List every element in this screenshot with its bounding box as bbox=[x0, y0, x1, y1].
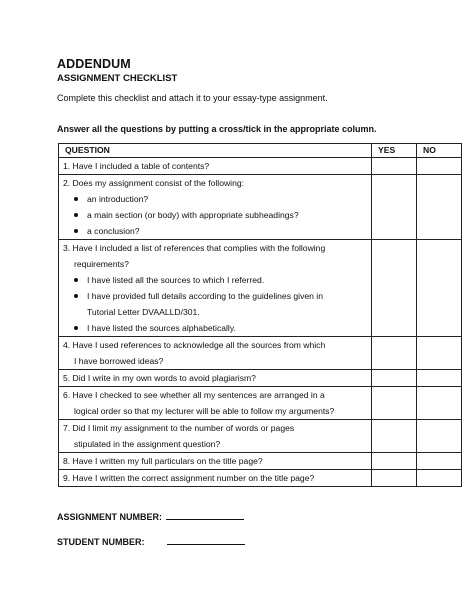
yes-column-header: YES bbox=[372, 144, 417, 158]
no-cell[interactable] bbox=[417, 158, 462, 175]
bullet-item: a main section (or body) with appropriate subheadings? bbox=[59, 207, 371, 223]
question-text: 5. Did I write in my own words to avoid plagiarism? bbox=[63, 373, 256, 383]
question-text: 3. Have I included a list of references that complies with the following bbox=[63, 243, 326, 253]
bullet-icon bbox=[74, 197, 78, 201]
instruction-text: Answer all the questions by putting a cross/tick in the appropriate column. bbox=[57, 124, 377, 134]
table-row bbox=[59, 240, 462, 337]
no-cell[interactable] bbox=[417, 240, 462, 337]
no-column-header: NO bbox=[417, 144, 462, 158]
table-header-row bbox=[59, 144, 462, 158]
student-number-blank[interactable] bbox=[167, 535, 245, 545]
yes-cell[interactable] bbox=[372, 158, 417, 175]
yes-cell[interactable] bbox=[372, 370, 417, 387]
yes-cell[interactable] bbox=[372, 175, 417, 240]
yes-cell[interactable] bbox=[372, 470, 417, 487]
yes-cell[interactable] bbox=[372, 240, 417, 337]
bullet-icon bbox=[74, 213, 78, 217]
table-row bbox=[59, 158, 462, 175]
yes-cell[interactable] bbox=[372, 453, 417, 470]
bullet-item: I have listed all the sources to which I referred. bbox=[59, 272, 371, 288]
table-row bbox=[59, 370, 462, 387]
table-row bbox=[59, 453, 462, 470]
table-row bbox=[59, 420, 462, 453]
no-cell[interactable] bbox=[417, 387, 462, 420]
question-cell bbox=[59, 453, 372, 470]
question-text: 8. Have I written my full particulars on the title page? bbox=[63, 456, 263, 466]
no-cell[interactable] bbox=[417, 337, 462, 370]
no-cell[interactable] bbox=[417, 470, 462, 487]
no-cell[interactable] bbox=[417, 453, 462, 470]
yes-cell[interactable] bbox=[372, 387, 417, 420]
bullet-item-continued: Tutorial Letter DVAALLD/301. bbox=[87, 307, 200, 317]
question-text: 2. Does my assignment consist of the following: bbox=[63, 178, 245, 188]
question-cell bbox=[59, 175, 372, 240]
question-cell bbox=[59, 370, 372, 387]
question-text: 7. Did I limit my assignment to the number of words or pages bbox=[63, 423, 295, 433]
question-text: 1. Have I included a table of contents? bbox=[63, 161, 210, 171]
question-text: 6. Have I checked to see whether all my sentences are arranged in a bbox=[63, 390, 325, 400]
question-cell bbox=[59, 470, 372, 487]
bullet-icon bbox=[74, 278, 78, 282]
table-row bbox=[59, 387, 462, 420]
question-text-continued: requirements? bbox=[74, 259, 129, 269]
question-column-header: QUESTION bbox=[59, 144, 372, 158]
intro-text: Complete this checklist and attach it to your essay-type assignment. bbox=[57, 93, 328, 103]
table-row bbox=[59, 175, 462, 240]
yes-cell[interactable] bbox=[372, 420, 417, 453]
assignment-number-label: ASSIGNMENT NUMBER: bbox=[57, 512, 162, 522]
bullet-icon bbox=[74, 326, 78, 330]
no-cell[interactable] bbox=[417, 175, 462, 240]
question-cell bbox=[59, 420, 372, 453]
question-text-continued: logical order so that my lecturer will be able to follow my arguments? bbox=[74, 406, 335, 416]
bullet-item: an introduction? bbox=[59, 191, 371, 207]
bullet-item: a conclusion? bbox=[59, 223, 371, 239]
bullet-item: I have listed the sources alphabetically. bbox=[59, 320, 371, 336]
bullet-icon bbox=[74, 229, 78, 233]
student-number-field bbox=[57, 535, 245, 547]
page-subtitle: ASSIGNMENT CHECKLIST bbox=[57, 73, 178, 84]
checklist-table bbox=[58, 143, 462, 487]
question-text-continued: I have borrowed ideas? bbox=[74, 356, 164, 366]
page-title: ADDENDUM bbox=[57, 57, 131, 71]
table-row bbox=[59, 337, 462, 370]
yes-cell[interactable] bbox=[372, 337, 417, 370]
no-cell[interactable] bbox=[417, 420, 462, 453]
question-cell bbox=[59, 158, 372, 175]
bullet-item: I have provided full details according to the guidelines given in bbox=[59, 288, 371, 304]
student-number-label: STUDENT NUMBER: bbox=[57, 537, 145, 547]
table-row bbox=[59, 470, 462, 487]
question-text-continued: stipulated in the assignment question? bbox=[74, 439, 221, 449]
assignment-number-blank[interactable] bbox=[166, 510, 244, 520]
no-cell[interactable] bbox=[417, 370, 462, 387]
question-cell bbox=[59, 387, 372, 420]
question-cell bbox=[59, 337, 372, 370]
question-cell bbox=[59, 240, 372, 337]
question-text: 9. Have I written the correct assignment number on the title page? bbox=[63, 473, 315, 483]
question-text: 4. Have I used references to acknowledge all the sources from which bbox=[63, 340, 326, 350]
bullet-icon bbox=[74, 294, 78, 298]
assignment-number-field bbox=[57, 510, 244, 522]
